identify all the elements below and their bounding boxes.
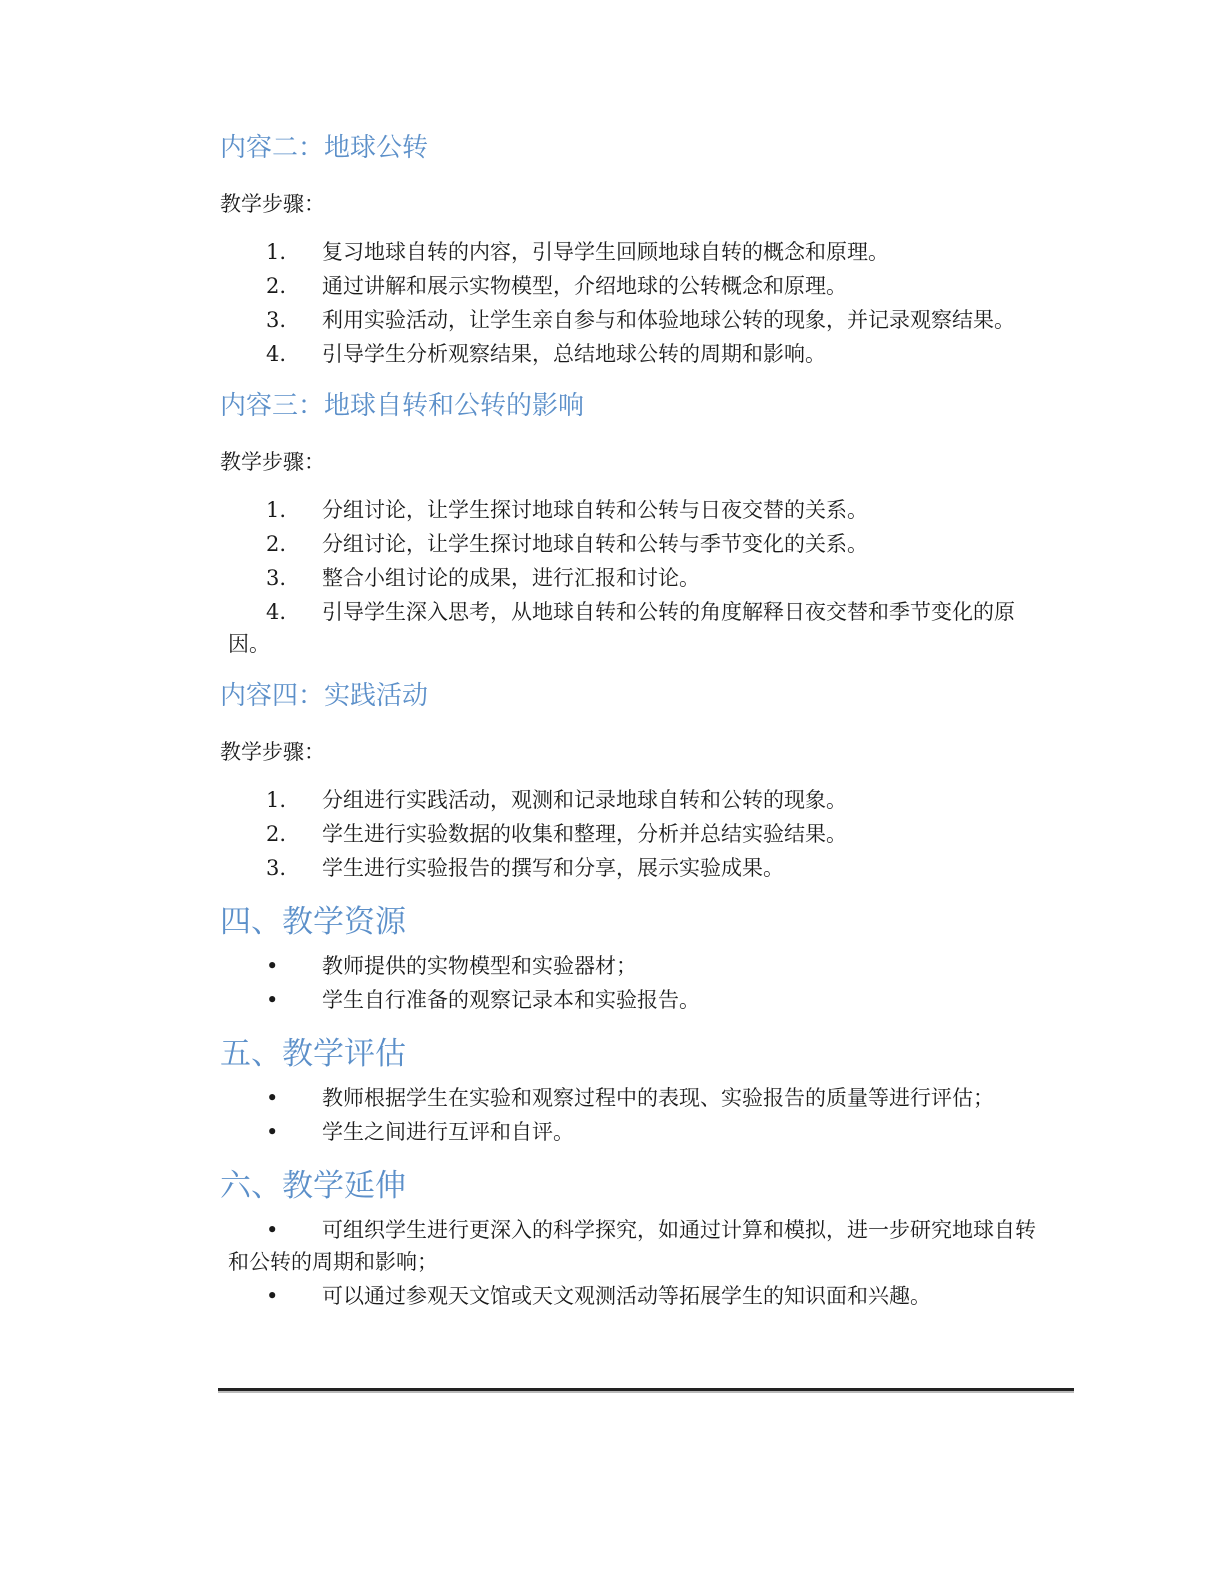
list-item	[220, 784, 1048, 816]
major-heading: 四、教学资源	[220, 904, 406, 940]
section-content-3	[220, 386, 1080, 660]
list-item	[220, 270, 1048, 302]
section-content-2	[220, 128, 1080, 370]
bullet-marker: •	[266, 1218, 279, 1242]
list-marker: 2.	[266, 532, 287, 556]
section-heading: 内容三：地球自转和公转的影响	[220, 391, 585, 421]
bullet-marker: •	[266, 1086, 279, 1110]
list-item	[220, 528, 1048, 560]
list-item-text: 教师提供的实物模型和实验器材；	[322, 954, 637, 978]
bullet-marker: •	[266, 954, 279, 978]
list-marker: 2.	[266, 274, 287, 298]
section-teaching-extension	[220, 1164, 1080, 1312]
bullet-list	[220, 950, 1080, 1016]
steps-label: 教学步骤：	[220, 450, 325, 474]
section-teaching-resources	[220, 900, 1080, 1016]
horizontal-rule	[218, 1388, 1074, 1391]
list-item	[220, 236, 1048, 268]
list-item	[220, 338, 1048, 370]
list-item-text: 分组进行实践活动，观测和记录地球自转和公转的现象。	[322, 788, 847, 812]
list-item-text: 教师根据学生在实验和观察过程中的表现、实验报告的质量等进行评估；	[322, 1086, 994, 1110]
list-item	[220, 494, 1048, 526]
steps-label: 教学步骤：	[220, 192, 325, 216]
list-item-text: 学生之间进行互评和自评。	[322, 1120, 574, 1144]
section-content-4	[220, 676, 1080, 884]
list-item-text: 学生进行实验报告的撰写和分享，展示实验成果。	[322, 856, 784, 880]
section-heading: 内容四：实践活动	[220, 681, 429, 711]
list-item	[220, 1214, 1048, 1278]
major-heading: 六、教学延伸	[220, 1168, 406, 1204]
steps-label: 教学步骤：	[220, 740, 325, 764]
list-item-text: 可以通过参观天文馆或天文观测活动等拓展学生的知识面和兴趣。	[322, 1284, 931, 1308]
list-item-text: 整合小组讨论的成果，进行汇报和讨论。	[322, 566, 700, 590]
list-item	[220, 304, 1048, 336]
list-item	[220, 1116, 1048, 1148]
list-item	[220, 852, 1048, 884]
bullet-marker: •	[266, 988, 279, 1012]
list-item-text: 分组讨论，让学生探讨地球自转和公转与日夜交替的关系。	[322, 498, 868, 522]
list-item	[220, 818, 1048, 850]
list-item-text: 通过讲解和展示实物模型，介绍地球的公转概念和原理。	[322, 274, 847, 298]
list-marker: 4.	[266, 342, 287, 366]
list-item-text: 学生自行准备的观察记录本和实验报告。	[322, 988, 700, 1012]
list-marker: 3.	[266, 566, 287, 590]
list-marker: 1.	[266, 240, 287, 264]
bullet-marker: •	[266, 1120, 279, 1144]
list-item-text: 分组讨论，让学生探讨地球自转和公转与季节变化的关系。	[322, 532, 868, 556]
list-item	[220, 984, 1048, 1016]
list-item-text: 复习地球自转的内容，引导学生回顾地球自转的概念和原理。	[322, 240, 889, 264]
bullet-list	[220, 1214, 1080, 1312]
list-item	[220, 562, 1048, 594]
steps-list	[220, 236, 1080, 370]
list-marker: 1.	[266, 498, 287, 522]
list-item-text: 利用实验活动，让学生亲自参与和体验地球公转的现象，并记录观察结果。	[322, 308, 1015, 332]
list-item-text: 可组织学生进行更深入的科学探究，如通过计算和模拟，进一步研究地球自转和公转的周期和影响；	[228, 1218, 1036, 1274]
bullet-marker: •	[266, 1284, 279, 1308]
list-marker: 3.	[266, 308, 287, 332]
list-marker: 3.	[266, 856, 287, 880]
list-marker: 1.	[266, 788, 287, 812]
steps-list	[220, 784, 1080, 884]
list-marker: 2.	[266, 822, 287, 846]
steps-list	[220, 494, 1080, 660]
section-heading: 内容二：地球公转	[220, 133, 429, 163]
bullet-list	[220, 1082, 1080, 1148]
list-item-text: 引导学生分析观察结果，总结地球公转的周期和影响。	[322, 342, 826, 366]
list-marker: 4.	[266, 600, 287, 624]
list-item-text: 引导学生深入思考，从地球自转和公转的角度解释日夜交替和季节变化的原因。	[228, 600, 1015, 656]
list-item	[220, 1082, 1048, 1114]
list-item	[220, 950, 1048, 982]
major-heading: 五、教学评估	[220, 1036, 406, 1072]
document-body	[220, 128, 1080, 1328]
list-item-text: 学生进行实验数据的收集和整理，分析并总结实验结果。	[322, 822, 847, 846]
list-item	[220, 596, 1048, 660]
section-teaching-evaluation	[220, 1032, 1080, 1148]
list-item	[220, 1280, 1048, 1312]
